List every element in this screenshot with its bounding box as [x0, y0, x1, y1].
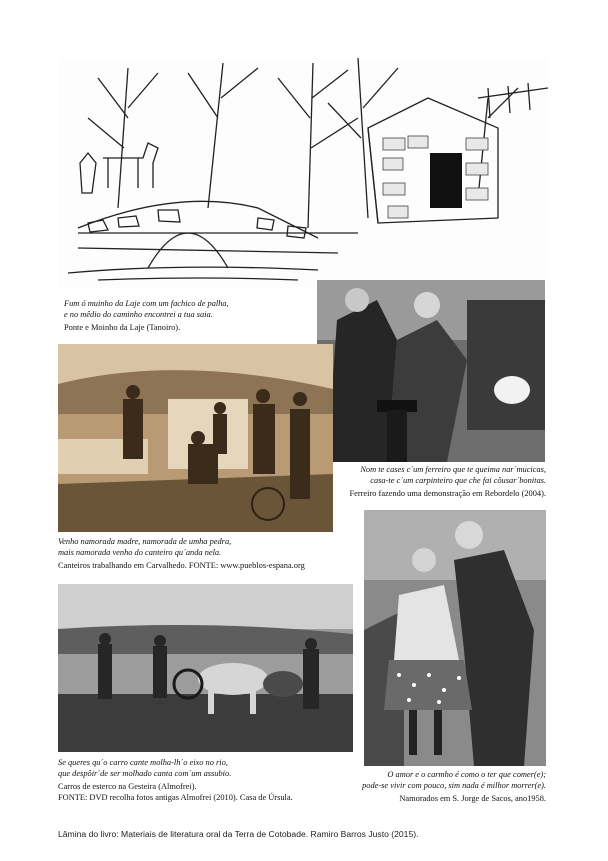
blacksmith-photo: [317, 280, 545, 462]
verse-line: que despôir´de ser molhado canta com´um assubio.: [58, 769, 232, 778]
stonecutters-photo: [58, 344, 333, 532]
photo-label: Ponte e Moinho da Laje (Tanoiro).: [64, 323, 181, 332]
caption-stonecutters: [58, 536, 348, 571]
verse-line: Se queres qu´o carro cante molha-lh´o eixo no rio,: [58, 758, 228, 767]
verse-line: mais namorada venho do canteiro qu´anda nela.: [58, 548, 222, 557]
caption-couple: [330, 769, 546, 804]
photo-label: Carros de esterco na Gesteira (Almofrei).: [58, 782, 197, 791]
bridge-mill-drawing: [58, 58, 548, 288]
verse-line: Venho namorada madre, namorada de umha pedra,: [58, 537, 232, 546]
caption-bridge: [64, 298, 314, 333]
photo-label: Ferreiro fazendo uma demonstração em Rebordelo (2004).: [349, 489, 546, 498]
verse-line: pode-se vivir com pouco, sim nada é milhor morrer(e).: [362, 781, 546, 790]
caption-carts: [58, 757, 358, 803]
couple-photo: [364, 510, 546, 766]
verse-line: Fum ó muinho da Laje com um fachico de palha,: [64, 299, 229, 308]
verse-line: O amor e o carmho é como o ter que comer(e);: [387, 770, 546, 779]
verse-line: e no mêdio do caminho encontrei a tua saia.: [64, 310, 213, 319]
verse-line: casa-te c´um carpinteiro que che fai côusar´bonitas.: [370, 476, 546, 485]
photo-label: Namorados em S. Jorge de Sacos, ano1958.: [399, 794, 546, 803]
photo-label: Canteiros trabalhando em Carvalhedo. FONTE: www.pueblos-espana.org: [58, 561, 305, 570]
carts-photo: [58, 584, 353, 752]
photo-label: FONTE: DVD recolha fotos antigas Almofrei (2010). Casa de Úrsula.: [58, 793, 293, 802]
verse-line: Nom te cases c´um ferreiro que te queima nar´mucicas,: [360, 465, 546, 474]
page-footer: Lâmina do livro: Materiais de literatura oral da Terra de Cotobade. Ramiro Barros Justo (2015).: [58, 829, 419, 839]
caption-smith: [300, 464, 546, 499]
